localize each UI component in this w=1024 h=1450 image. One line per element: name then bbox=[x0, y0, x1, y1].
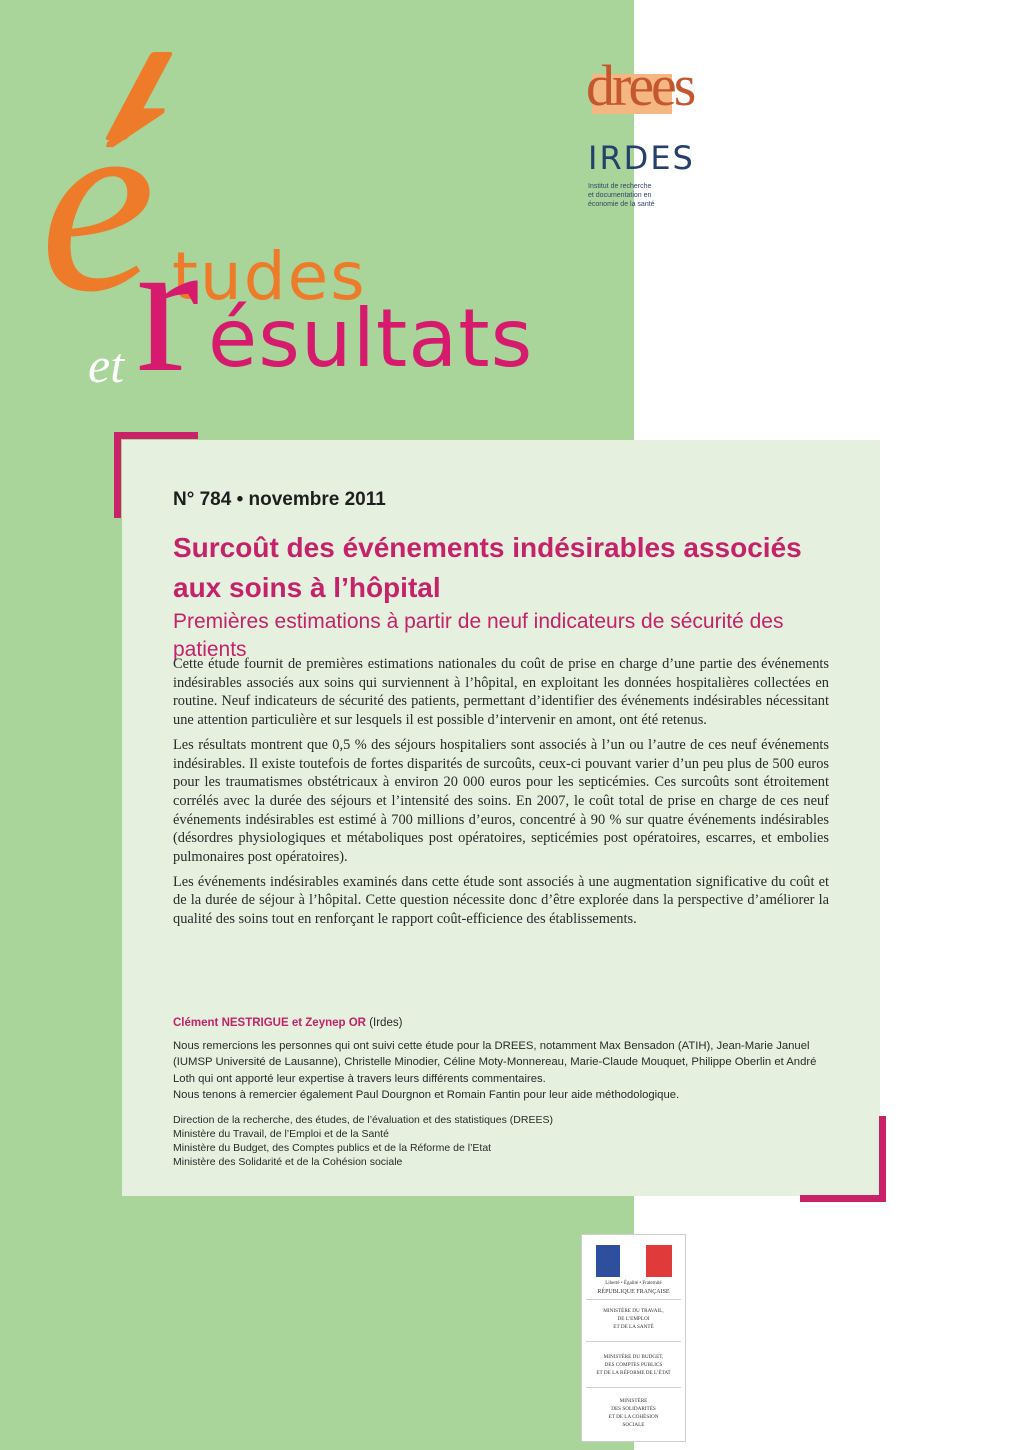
divider bbox=[586, 1341, 681, 1342]
divider bbox=[586, 1387, 681, 1388]
irdes-subtitle-line: économie de la santé bbox=[588, 201, 655, 208]
ministry-labour: MINISTÈRE DU TRAVAIL, DE L’EMPLOI ET DE LA SANTÉ bbox=[603, 1308, 664, 1330]
direction-line: Direction de la recherche, des études, de l’évaluation et des statistiques (DREES) bbox=[173, 1114, 553, 1126]
republic-name: RÉPUBLIQUE FRANÇAISE bbox=[597, 1289, 670, 1295]
direction-line: Ministère du Budget, des Comptes publics et de la Réforme de l’Etat bbox=[173, 1142, 492, 1154]
corner-bracket-bottom-right bbox=[800, 1195, 886, 1202]
issue-number: N° 784 • novembre 2011 bbox=[173, 489, 386, 510]
republique-francaise-flag-logo bbox=[596, 1245, 672, 1277]
divider bbox=[586, 1299, 681, 1300]
abstract-paragraph: Les événements indésirables examinés dans cette étude sont associés à une augmentation significative du coût et de la durée de séjour à l’hôpital. Cette question nécessite donc d’être explorée dans la perspective d’améliorer la qualité des soins tout en renforçant le rapport coût-efficience des établissements. bbox=[173, 873, 829, 928]
ministry-solidarity: MINISTÈRE DES SOLIDARITÉS ET DE LA COHÉSION SOCIALE bbox=[608, 1398, 659, 1428]
drees-logo-text: drees bbox=[586, 53, 694, 118]
ministries-logo-block bbox=[581, 1234, 686, 1442]
acknowledgement-paragraph: Nous tenons à remercier également Paul Dourgnon et Romain Fantin pour leur aide méthodologique. bbox=[173, 1089, 680, 1102]
title-line: aux soins à l’hôpital bbox=[173, 572, 441, 603]
republic-motto: Liberté • Égalité • Fraternité bbox=[605, 1281, 662, 1286]
irdes-subtitle-line: et documentation en bbox=[588, 192, 652, 199]
direction-credits bbox=[173, 1113, 829, 1169]
abstract-paragraph: Cette étude fournit de premières estimations nationales du coût de prise en charge d’une partie des événements indésirables associés aux soins qui surviennent à l’hôpital, en exploitant les données hospitalières collectées en routine. Neuf indicateurs de sécurité des patients, permettant d’identifier des événements indésirables nécessitant une attention particulière et sur lesquels il est possible d’intervenir en amont, ont été retenus. bbox=[173, 656, 829, 729]
acknowledgements bbox=[173, 1038, 829, 1104]
direction-line: Ministère du Travail, de l’Emploi et de la Santé bbox=[173, 1128, 389, 1140]
irdes-subtitle-line: Institut de recherche bbox=[588, 183, 652, 190]
masthead bbox=[0, 0, 634, 420]
ministry-budget: MINISTÈRE DU BUDGET, DES COMPTES PUBLICS ET DE LA RÉFORME DE L’ÉTAT bbox=[596, 1354, 671, 1376]
corner-bracket-bottom-right bbox=[879, 1116, 886, 1202]
brand-letter-e: é bbox=[40, 58, 156, 346]
document-subtitle: Premières estimations à partir de neuf indicateurs de sécurité des patients bbox=[173, 610, 784, 661]
brand-word-et: et bbox=[88, 337, 125, 393]
acknowledgement-paragraph: Nous remercions les personnes qui ont suivi cette étude pour la DREES, notamment Max Bensadon (ATIH), Jean-Marie Januel (IUMSP Université de Lausanne), Christelle Minodier, Céline Moty-Monnereau, Marie-Claude Mouquet, Philippe Oberlin et André Loth qui ont apporté leur expertise à travers leurs différents commentaires. bbox=[173, 1040, 817, 1085]
irdes-logo bbox=[588, 138, 698, 209]
corner-bracket-top-left bbox=[114, 432, 121, 518]
direction-line: Ministère des Solidarité et de la Cohésion sociale bbox=[173, 1156, 403, 1168]
abstract bbox=[173, 655, 829, 935]
author-names: Clément NESTRIGUE et Zeynep OR bbox=[173, 1017, 366, 1029]
document-title bbox=[173, 528, 833, 608]
irdes-logo-subtitle bbox=[588, 182, 698, 209]
corner-bracket-top-left bbox=[114, 432, 198, 439]
brand-word-tudes: tudes bbox=[172, 238, 367, 315]
drees-logo bbox=[586, 46, 694, 126]
author-affiliation: (Irdes) bbox=[369, 1017, 403, 1029]
irdes-logo-text: IRDES bbox=[588, 139, 695, 177]
brand-letter-r: r bbox=[136, 202, 200, 412]
abstract-paragraph: Les résultats montrent que 0,5 % des séjours hospitaliers sont associés à l’un ou l’autre de ces neuf événements indésirables. Il existe toutefois de fortes disparités de surcoûts, ceux-ci pouvant varier d’un peu plus de 500 euros pour les traumatismes obstétricaux à environ 20 000 euros pour les septicémies. Ces surcoûts sont étroitement corrélés avec la durée des séjours et l’intensité des soins. En 2007, le coût total de prise en charge de ces neuf événements indésirables est estimé à 700 millions d’euros, concentré à 90 % sur quatre événements indésirables (désordres physiologiques et métaboliques post opératoires, septicémies post opératoires, escarres, et embolies pulmonaires post opératoires). bbox=[173, 736, 829, 866]
authors bbox=[173, 1017, 402, 1029]
brand-word-esultats: ésultats bbox=[208, 292, 534, 385]
title-line: Surcoût des événements indésirables associés bbox=[173, 532, 802, 563]
